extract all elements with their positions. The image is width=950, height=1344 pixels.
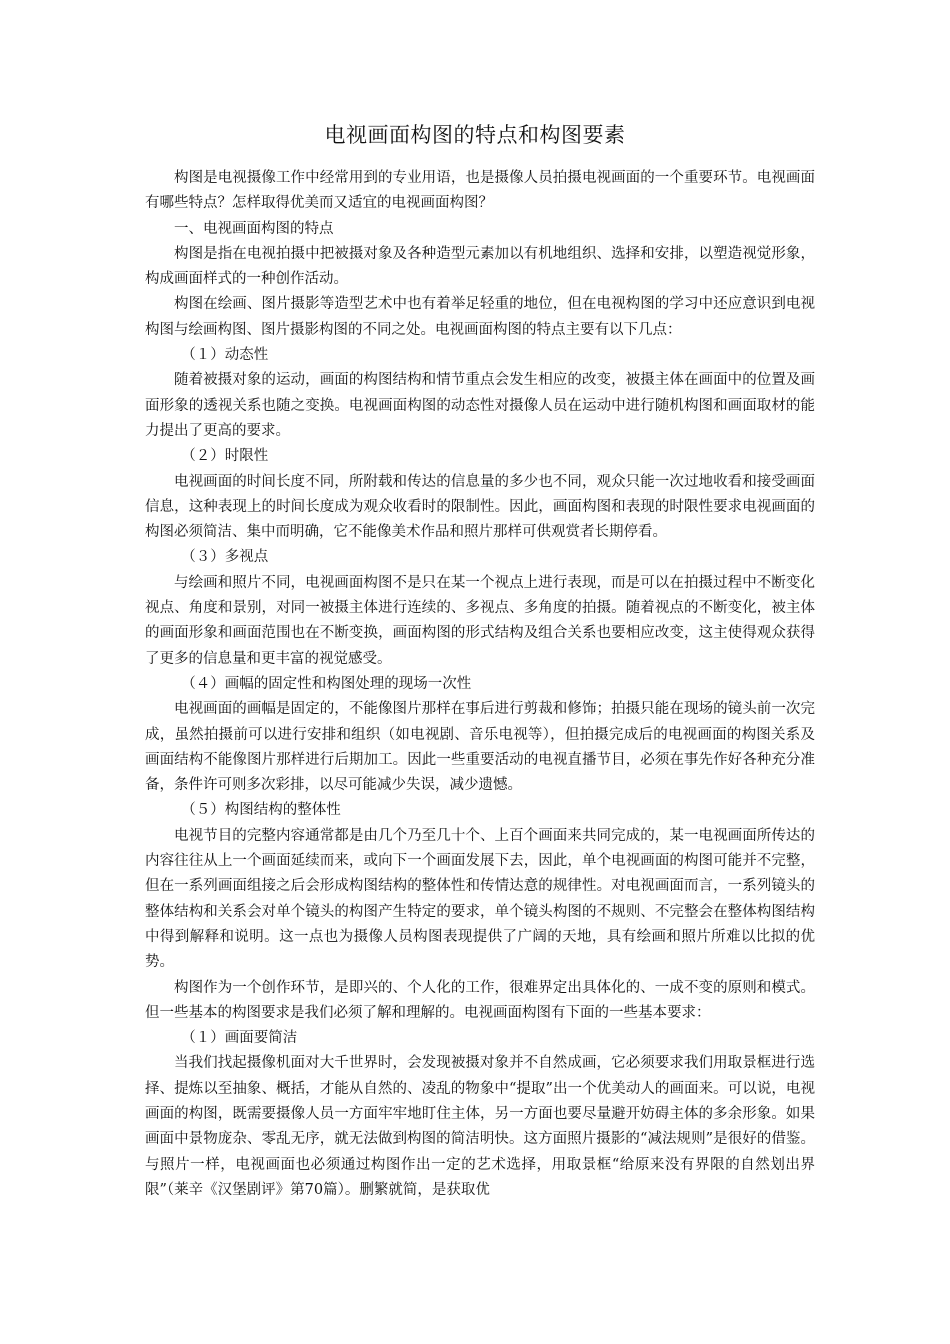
body-paragraph: 构图是电视摄像工作中经常用到的专业用语，也是摄像人员拍摄电视画面的一个重要环节。电视画面有哪些特点？怎样取得优美而又适宜的电视画面构图？ (145, 170, 815, 212)
body-paragraph: 与绘画和照片不同，电视画面构图不是只在某一个视点上进行表现，而是可以在拍摄过程中不断变化视点、角度和景别，对同一被摄主体进行连续的、多视点、多角度的拍摄。随着视点的不断变化，被主体的画面形象和画面范围也在不断变换，画面构图的形式结构及组合关系也要相应改变，这主使得观众获得了更多的信息量和更丰富的视觉感受。 (145, 574, 815, 667)
body-paragraph: 构图是指在电视拍摄中把被摄对象及各种造型元素加以有机地组织、选择和安排，以塑造视觉形象，构成画面样式的一种创作活动。 (145, 245, 815, 288)
section-subheading: （４）画幅的固定性和构图处理的现场一次性 (181, 675, 472, 692)
body-paragraph: 电视节目的完整内容通常都是由几个乃至几十个、上百个画面来共同完成的，某一电视画面所传达的内容往往从上一个画面延续而来，或向下一个画面发展下去，因此，单个电视画面的构图可能并不完整，但在一系列画面组接之后会形成构图结构的整体性和传情达意的规律性。对电视画面而言，一系列镜头的整体结构和关系会对单个镜头的构图产生特定的要求，单个镜头构图的不规则、不完整会在整体构图结构中得到解释和说明。这一点也为摄像人员构图表现提供了广阔的天地，具有绘画和照片所难以比拟的优势。 (145, 827, 815, 971)
body-paragraph: 当我们找起摄像机面对大千世界时，会发现被摄对象并不自然成画，它必须要求我们用取景框进行选择、提炼以至抽象、概括，才能从自然的、凌乱的物象中“提取”出一个优美动人的画面来。可以说，电视画面的构图，既需要摄像人员一方面牢牢地盯住主体，另一方面也要尽量避开妨碍主体的多余形象。如果画面中景物庞杂、零乱无序，就无法做到构图的简洁明快。这方面照片摄影的“减法规则”是很好的借鉴。与照片一样，电视画面也必须通过构图作出一定的艺术选择，用取景框“给原来没有界限的自然划出界限”（莱辛《汉堡剧评》第70篇）。删繁就简，是获取优 (145, 1055, 815, 1198)
body-paragraph: 电视画面的画幅是固定的，不能像图片那样在事后进行剪裁和修饰；拍摄只能在现场的镜头前一次完成，虽然拍摄前可以进行安排和组织（如电视剧、音乐电视等），但拍摄完成后的电视画面的构图关系及画面结构不能像图片那样进行后期加工。因此一些重要活动的电视直播节目，必须在事先作好各种充分准备，条件许可则多次彩排，以尽可能减少失误，减少遗憾。 (145, 701, 815, 794)
section-subheading: （２）时限性 (181, 448, 269, 465)
body-paragraph: 一、电视画面构图的特点 (174, 220, 334, 237)
document-body (145, 166, 815, 1203)
section-subheading: （１）画面要简洁 (181, 1030, 298, 1047)
document-title: 电视画面构图的特点和构图要素 (324, 123, 626, 147)
section-subheading: （５）构图结构的整体性 (181, 802, 341, 819)
body-paragraph: 构图在绘画、图片摄影等造型艺术中也有着举足轻重的地位，但在电视构图的学习中还应意识到电视构图与绘画构图、图片摄影构图的不同之处。电视画面构图的特点主要有以下几点： (145, 296, 815, 338)
body-paragraph: 随着被摄对象的运动，画面的构图结构和情节重点会发生相应的改变，被摄主体在画面中的位置及画面形象的透视关系也随之变换。电视画面构图的动态性对摄像人员在运动中进行随机构图和画面取材的能力提出了更高的要求。 (145, 372, 815, 439)
body-paragraph: 构图作为一个创作环节，是即兴的、个人化的工作，很难界定出具体化的、一成不变的原则和模式。但一些基本的构图要求是我们必须了解和理解的。电视画面构图有下面的一些基本要求： (145, 979, 815, 1021)
section-subheading: （３）多视点 (181, 549, 269, 566)
body-paragraph: 电视画面的时间长度不同，所附载和传达的信息量的多少也不同，观众只能一次过地收看和接受画面信息，这种表现上的时间长度成为观众收看时的限制性。因此，画面构图和表现的时限性要求电视画面的构图必须简洁、集中而明确，它不能像美术作品和照片那样可供观赏者长期停看。 (145, 473, 815, 541)
section-subheading: （１）动态性 (181, 347, 269, 364)
